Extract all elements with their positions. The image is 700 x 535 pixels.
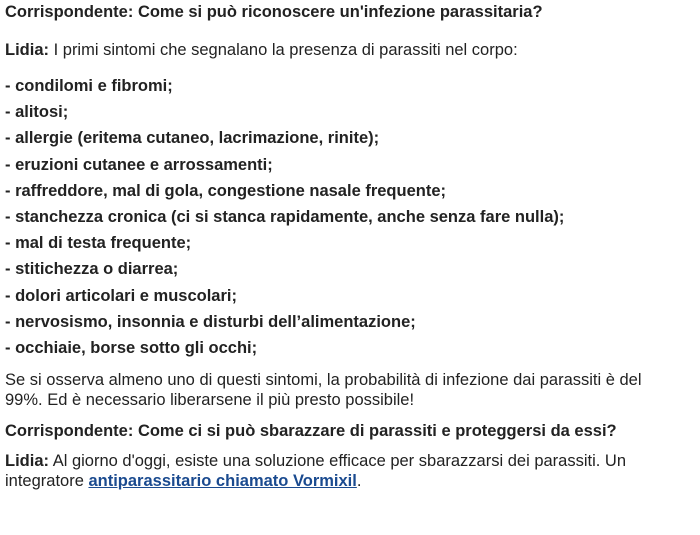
question-2-text: Come ci si può sbarazzare di parassiti e proteggersi da essi? [137, 422, 617, 441]
conclusion-line-1: Se si osserva almeno uno di questi sintomi, la probabilità di infezione dai parassiti è del [5, 371, 642, 390]
symptoms-list [5, 76, 692, 364]
symptom-item: - alitosi; [5, 103, 69, 122]
symptom-item: - nervosismo, insonnia e disturbi dell’alimentazione; [5, 312, 416, 331]
product-link[interactable]: antiparassitario chiamato Vormixil [88, 472, 357, 491]
answer-2-paragraph [5, 451, 692, 491]
answer-1-intro [5, 40, 692, 60]
symptom-item: - eruzioni cutanee e arrossamenti; [5, 155, 273, 174]
symptom-item: - dolori articolari e muscolari; [5, 286, 237, 305]
article-body [0, 2, 700, 491]
symptom-item: - mal di testa frequente; [5, 234, 192, 253]
conclusion-line-2: 99%. Ed è necessario liberarsene il più presto possibile! [5, 391, 415, 410]
answer-2-prefix: integratore [5, 472, 89, 491]
question-1 [5, 2, 692, 22]
answer-2-suffix: . [356, 472, 362, 491]
answer-2-line-1 [5, 451, 692, 471]
conclusion-paragraph [5, 370, 692, 410]
question-1-text: Come si può riconoscere un'infezione parassitaria? [137, 3, 543, 21]
symptom-item: - occhiaie, borse sotto gli occhi; [5, 338, 258, 357]
answer-1-speaker: Lidia: [5, 41, 49, 59]
question-1-speaker: Corrispondente: [5, 3, 134, 21]
answer-2-speaker: Lidia: [5, 452, 49, 471]
answer-1-text: I primi sintomi che segnalano la presenza di parassiti nel corpo: [53, 41, 518, 59]
symptom-item: - stanchezza cronica (ci si stanca rapidamente, anche senza fare nulla); [5, 207, 565, 226]
answer-2-line-2 [5, 471, 692, 491]
question-2 [5, 421, 692, 441]
symptom-item: - stitichezza o diarrea; [5, 260, 179, 279]
answer-2-text: Al giorno d'oggi, esiste una soluzione efficace per sbarazzarsi dei parassiti. Un [52, 452, 627, 471]
symptom-item: - raffreddore, mal di gola, congestione nasale frequente; [5, 181, 447, 200]
symptom-item: - condilomi e fibromi; [5, 77, 173, 95]
question-2-speaker: Corrispondente: [5, 422, 134, 441]
symptom-item: - allergie (eritema cutaneo, lacrimazione, rinite); [5, 129, 380, 148]
